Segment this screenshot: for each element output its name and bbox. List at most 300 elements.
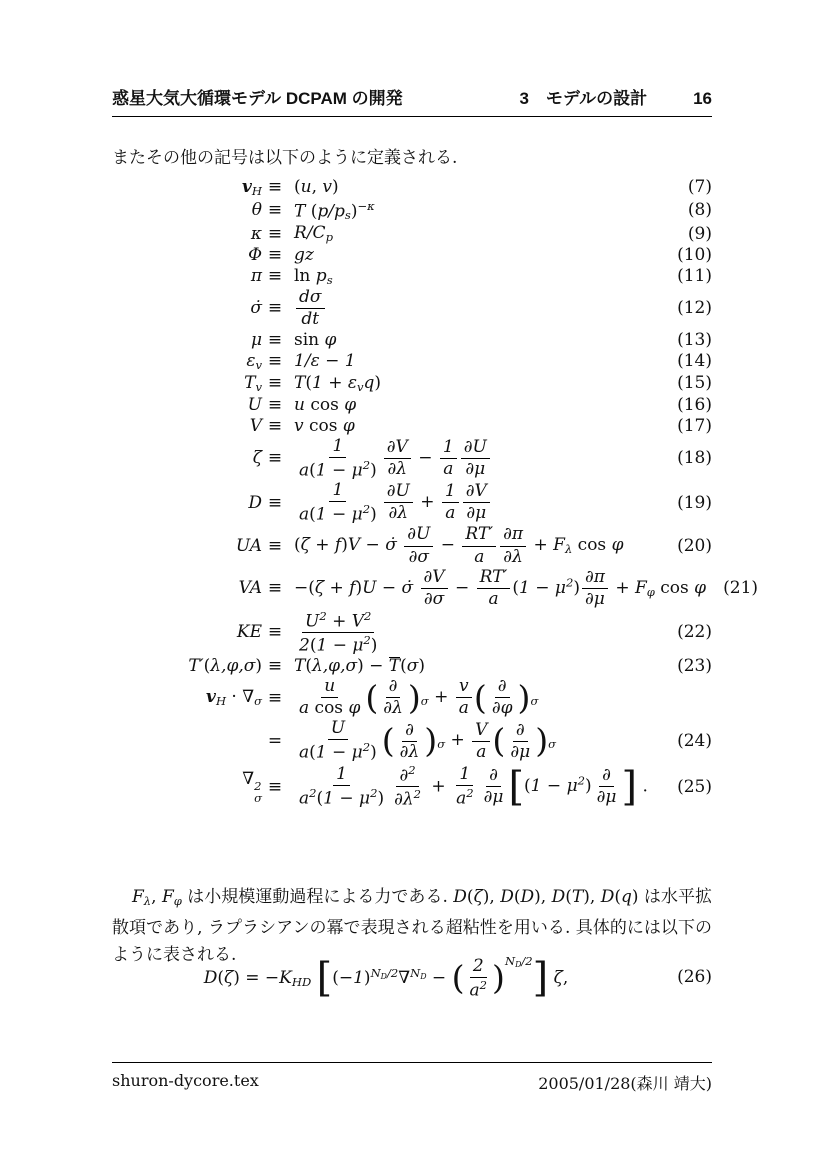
equation-relation: ≡ [267,536,283,556]
math-token: μ [250,329,262,350]
superscript [466,786,473,800]
numerator [495,677,510,698]
numerator [463,482,490,503]
equation-rhs: $\frac{u}{\text{a cos φ}}$ ( $\frac{\partial}{\partial\lambda}$ )σ + $\frac{v}{a}$ ( $\frac{\partial}{\partial\varphi}$ )σ [288,677,660,718]
denominator [296,786,387,808]
math-token [254,792,262,804]
math-token: θ [251,200,262,221]
math-token: ∂U [386,481,410,502]
denominator [594,787,620,807]
fraction [500,525,526,566]
math-token: 2 [408,762,416,777]
header-title: 惑星大気大循環モデル DCPAM の開発 [112,89,403,108]
equation-number: (10) [677,244,712,265]
numerator [328,719,348,740]
math-token: ∂μ [465,458,486,479]
math-token: − [529,577,555,598]
paragraph-text: は水平拡散項であり, ラプラシアンの冪で表現される超粘性を用いる. 具体的には以下のように表される. [112,887,712,965]
math-token: ( [316,788,324,809]
math-token: ) [255,656,262,677]
math-token: + [528,535,554,556]
math-token: KE [236,622,262,643]
equation-number: (24) [677,731,712,752]
math-token: σ [254,694,262,709]
denominator [296,740,380,762]
math-token: v [255,357,262,372]
footer-date-author: 2005/01/28(森川 靖大) [538,1074,712,1093]
equation-relation: ≡ [267,448,283,469]
math-token: q [620,887,632,907]
math-token: ε [347,372,357,393]
numerator [456,765,473,786]
equation-relation: ≡ [267,329,283,350]
math-token: R [294,223,307,244]
math-token: ∂λ [503,546,523,567]
equation-relation: ≡ [267,351,283,372]
math-token: μ [554,577,566,598]
math-token: − [326,742,352,763]
math-token: ∂ [497,676,507,697]
sup-sub-stack [254,780,262,804]
math-token: − [412,447,438,468]
equation-row [112,199,712,222]
equation-row [112,610,712,656]
math-token: ∂λ [387,458,408,479]
math-token: ) [370,460,377,481]
fraction [440,438,457,479]
equation-rhs: $\frac{1}{a^2(1 - \mu^2)}$ $\frac{\partial^2}{\partial\lambda^2}$ + $\frac{1}{a^2}$ $\frac{\partial}{\partial\mu}$ [$(1 - \mu^2)$ $\frac{\partial}{\partial\mu}$ ] . [288,764,660,810]
math-token: a [456,788,467,809]
superscript [309,786,316,800]
math-token: 1 [459,763,471,784]
math-token: ( [203,656,211,677]
equation-lhs [112,351,262,372]
math-token: U [247,394,262,415]
math-token: T [388,656,401,677]
denominator [462,459,488,479]
equation-relation: ≡ [267,492,283,513]
math-token: v [206,687,216,708]
equation-row [112,416,712,436]
script-letter: D [551,887,566,907]
math-token: ( [309,504,316,525]
math-token: + [428,687,454,708]
math-token: U [362,577,377,598]
math-token: σ [437,737,446,752]
math-token: φ [694,577,707,598]
equation-number: (22) [677,622,712,643]
denominator [453,786,477,808]
math-token: ∂V [465,481,487,502]
math-token: ) = − [233,967,280,988]
math-token: $(-1)^{ND/2}\nabla^{ND}$ − ( $\frac{2}{a^2}$ )$^{ND/2}$ [332,954,533,1001]
math-token: λ [564,542,573,557]
math-token: 1 [332,480,344,501]
numerator [582,568,608,589]
math-token: φ [348,698,361,719]
math-token: 2 [362,457,371,472]
math-token: ) [631,887,639,907]
math-token: 1 [311,372,323,393]
math-token: a [443,458,454,479]
math-token: ∂π [503,524,524,545]
fraction [507,721,533,762]
equation-lhs [112,330,262,350]
equation-rhs [288,288,660,329]
superscript [480,978,487,992]
math-token: 1 [519,577,530,598]
equation-relation: ≡ [267,298,283,319]
math-token: + [426,776,452,797]
equation-row [112,288,712,329]
math-token: + [414,492,440,513]
math-token: N [504,954,516,968]
fraction [582,568,608,609]
math-token: φ [611,535,624,556]
fraction [397,721,423,762]
math-token: 2 [472,955,484,976]
equation-row [112,330,712,350]
math-token: D [380,971,387,981]
math-token: ∂λ [394,789,414,810]
math-token: σ̇ [401,577,419,598]
equation-rhs [288,330,660,350]
fraction [296,677,363,718]
math-token: V [249,415,262,436]
math-token: − [363,656,389,677]
math-token: ln [294,265,316,286]
math-token: , [311,177,323,198]
subscript [421,694,429,708]
denominator [467,978,491,1000]
equation-row [112,177,712,198]
math-token: λ,φ,σ [210,656,256,677]
math-token: ( [400,656,407,677]
math-token: 1 [323,788,334,809]
math-token: ∂ [399,765,409,786]
math-token: ∇ [242,687,255,708]
math-token: T′ [188,656,204,677]
denominator [391,787,424,809]
math-token [505,719,535,762]
equation-rhs [288,525,660,566]
math-token: (− [332,967,354,988]
math-token: ) [370,635,378,656]
equation-relation: = [267,731,283,752]
script-letter: D [500,887,514,907]
superscript [363,740,370,754]
subscript [530,694,538,708]
math-token: V [351,610,365,631]
numerator [456,677,472,698]
fraction [461,438,490,479]
equation-number: (9) [687,223,712,244]
fraction [462,525,496,566]
subscript [252,184,262,198]
equation-lhs [112,245,262,265]
math-token: ∂μ [483,787,504,808]
equation-relation: ≡ [267,266,283,287]
denominator [481,787,507,807]
subscript [216,694,226,708]
equation-number: (7) [687,177,712,198]
math-token: ζ [252,448,262,469]
math-token: cos [654,577,695,598]
math-token: cos [303,415,343,436]
equation-rhs [288,568,706,609]
math-token: φ [342,415,355,436]
header-page-number: 16 [693,89,712,108]
math-token: 1 [336,763,347,784]
display-equation-body: D(ζ) = −KHD [$(-1)^{ND/2}\nabla^{ND}$ − ( $\frac{2}{a^2}$ )$^{ND/2}$] ζ, [203,954,569,1002]
math-token: σ̇ [250,298,262,319]
equation-row [112,677,712,718]
equation-number: (11) [677,266,712,287]
math-token: V [347,535,361,556]
math-token: ( [614,887,621,907]
numerator [599,766,614,787]
math-token: ε [246,350,256,371]
math-token: ( [309,460,316,481]
math-token: − [326,504,352,525]
math-token: f [334,535,342,556]
math-token: ( [309,635,317,656]
math-token: / [304,351,311,372]
math-token: ∂V [423,566,445,587]
denominator [485,589,501,609]
inline-math [453,887,638,907]
math-token: κ [250,223,262,244]
math-token: + [609,577,635,598]
denominator [380,698,406,718]
equation-lhs [112,622,262,642]
math-token: a [445,503,456,524]
math-token: a [299,460,310,481]
equation-rhs: $\frac{U}{a(1 - \mu^2)}$ ( $\frac{\partial}{\partial\lambda}$ )σ + $\frac{V}{a}$ ( $\frac{\partial}{\partial\mu}$ )σ [288,719,660,762]
denominator [296,633,380,655]
math-token: ∇ [242,769,255,790]
math-token: φ [646,584,655,599]
math-token: ∂μ [596,787,617,808]
inline-math [132,887,182,907]
equation-lhs [112,224,262,244]
fraction [296,437,380,480]
math-token: −( [294,577,315,598]
math-token: μ [359,788,371,809]
math-token: 1 [442,436,454,457]
math-token [524,765,621,808]
subscript [326,230,333,244]
numerator [384,438,411,459]
math-token: ) [332,177,339,198]
numerator [461,438,490,459]
math-token: ∂λ [388,503,409,524]
math-token: λ,φ,σ [311,656,358,677]
equation-lhs [112,769,262,804]
math-token: H [251,183,262,198]
math-token: ( [524,776,531,797]
math-token: − [541,776,567,797]
equation-row [112,481,712,524]
math-token: + [324,577,350,598]
equation-lhs [112,266,262,286]
equation-relation: ≡ [267,373,283,394]
math-token: ( [309,742,316,763]
math-token: − [360,535,386,556]
math-token: 2 [319,608,327,623]
math-token: , [562,967,569,988]
equation-rhs [288,656,660,676]
math-token: ∂ [602,765,611,786]
script-letter: F [161,887,174,907]
equation-row [112,719,712,762]
math-token: V [475,719,488,740]
equation-relation: ≡ [267,687,283,708]
math-token: ) [418,656,426,677]
equation-number: (20) [677,536,712,556]
equation-rhs [288,610,660,656]
equation-lhs [112,493,262,513]
denominator [296,458,380,480]
fraction [477,568,511,609]
equation-lhs [112,395,262,415]
math-token: ∂λ [383,698,403,719]
equation-rhs [288,481,660,524]
equation-rhs [288,223,660,244]
math-token: / [328,201,335,222]
math-token: 2 [565,575,574,590]
subscript [292,975,311,989]
numerator [402,721,417,742]
equation-relation: ≡ [267,776,283,797]
superscript [371,966,399,980]
numerator [384,482,413,503]
denominator [463,503,489,523]
fraction [296,765,387,808]
equation-rhs [288,177,660,197]
math-token: a [299,788,310,809]
math-token: ζ [224,967,234,988]
math-token: /2 [521,954,533,968]
math-token: D [520,887,535,907]
math-token: 1 [353,967,364,988]
equation-relation: ≡ [267,177,283,198]
math-token: u [294,394,305,415]
numerator [442,482,459,503]
subscript [174,894,182,908]
math-token: U [305,610,320,631]
equation-row [112,566,759,609]
math-token [311,968,316,988]
math-token: ) [341,535,348,556]
math-token: dt [301,308,320,329]
math-token [487,676,518,719]
math-token: 1 [344,351,356,372]
math-token: − [319,351,345,372]
equation-number: (8) [687,200,712,221]
math-token: ( [466,887,474,907]
equation-rhs [288,437,660,480]
math-token: H [215,694,227,709]
equation-lhs [112,298,262,318]
math-token: 1 [315,460,327,481]
math-token: ∇ [398,967,411,988]
math-token: v [357,379,364,394]
math-token: ( [294,535,301,556]
equation-row [112,525,712,566]
math-token: ) [374,372,382,393]
fraction [384,438,411,479]
math-token: ∂U [407,524,431,545]
superscript [363,458,370,472]
math-token: 2 [577,773,585,788]
numerator [477,568,511,589]
denominator [456,698,472,718]
numerator [486,766,501,787]
denominator [582,589,608,609]
numerator [302,610,374,633]
script-letter: D [600,887,615,907]
math-token: f [349,577,356,598]
denominator [473,742,489,762]
math-token: a [458,698,469,719]
denominator [296,502,380,524]
script-letter: D [453,887,467,907]
denominator [471,547,487,567]
script-letter: F [553,535,565,556]
equation-lhs [112,448,262,468]
math-token: u [300,177,312,198]
math-token: /2 [386,965,399,980]
equation-rhs [288,416,660,436]
numerator [386,677,401,698]
math-token: ∂μ [585,588,605,609]
math-token: gz [294,244,314,265]
math-token: ) [350,201,358,222]
math-token: HD [291,974,312,989]
math-token: 2 [413,787,422,802]
math-token: ζ [300,535,310,556]
math-token: v [294,415,304,436]
fraction [296,481,380,524]
paragraph-text: は小規模運動過程による力である. [181,887,454,907]
math-token: 2 [299,635,310,656]
numerator [462,525,496,546]
math-token: ∂ [388,676,398,697]
math-token: T [294,656,306,677]
math-token: dσ [299,286,322,307]
math-token: a [476,741,487,762]
math-token: C [312,223,326,244]
script-letter: F [634,577,647,598]
math-token: 1 [316,635,328,656]
denominator [489,698,516,718]
superscript [578,774,585,788]
fraction [296,610,380,656]
equation-number: (19) [677,492,712,513]
equation-row [112,245,712,265]
math-token: σ [420,694,429,709]
math-token: ) [363,967,371,988]
fraction [467,957,491,1000]
numerator [396,764,418,787]
math-token: a [488,588,499,609]
fraction [442,482,459,523]
math-token: ( [512,577,519,598]
superscript [364,609,371,623]
equation-row [112,266,712,287]
math-token: μ [351,742,363,763]
